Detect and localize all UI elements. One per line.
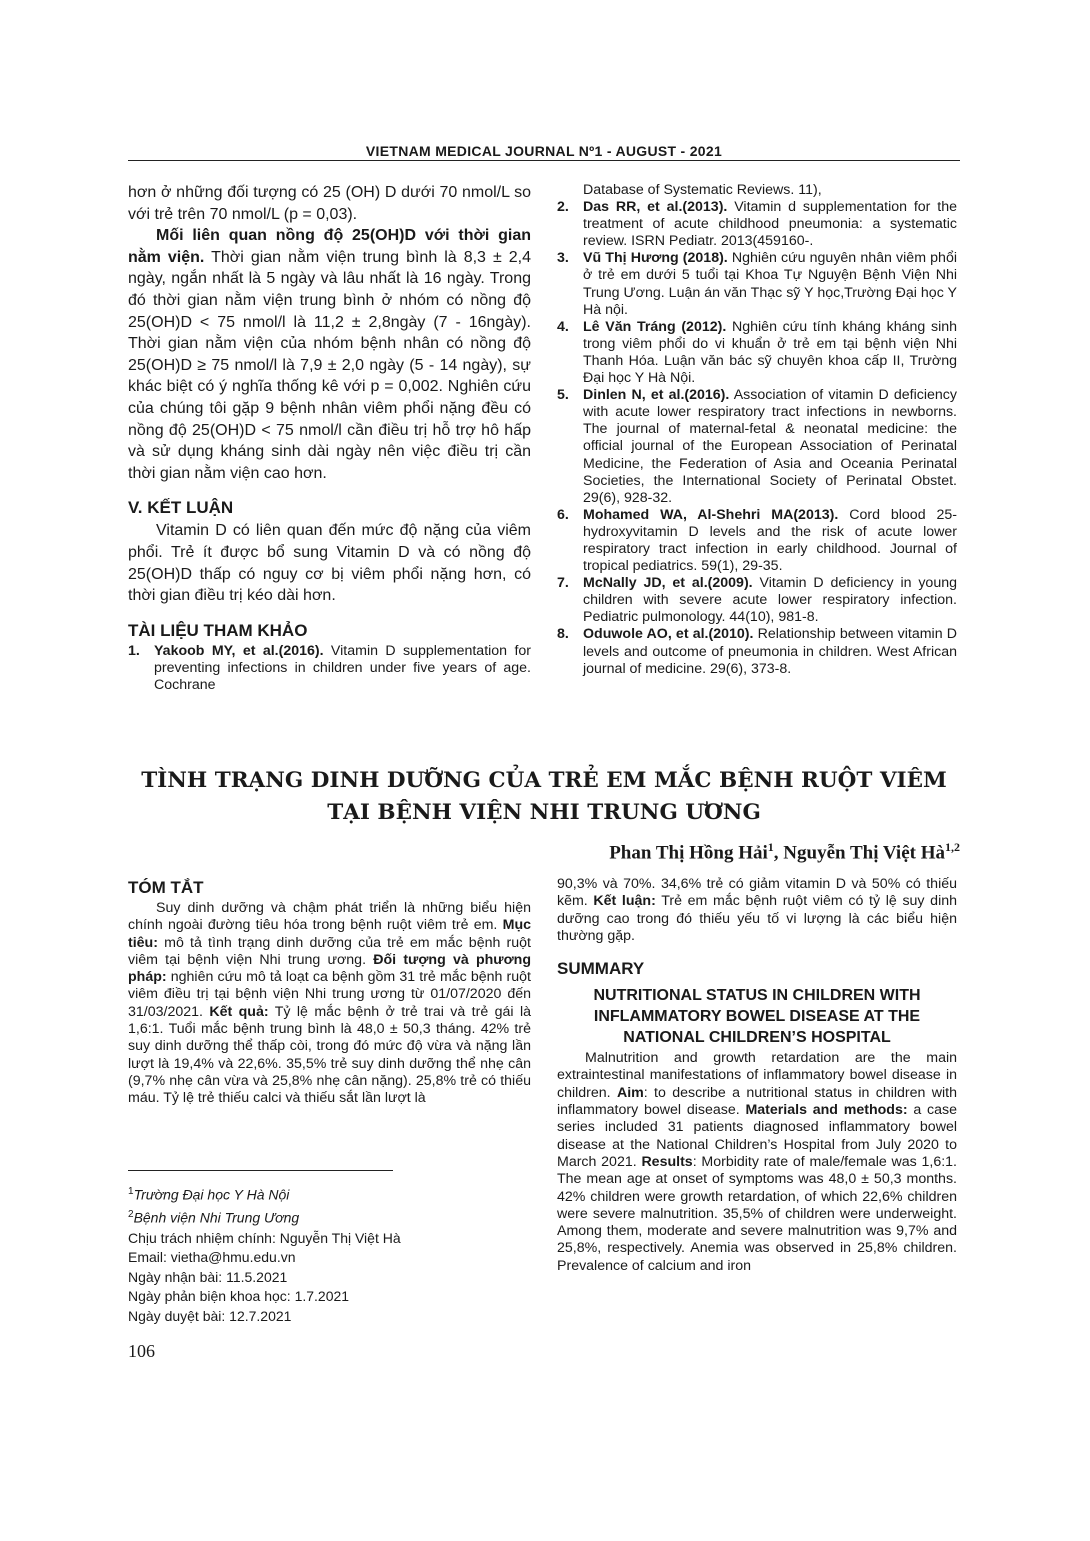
section-heading-conclusion: V. KẾT LUẬN (128, 498, 234, 518)
abstract-sentence: Tỷ lệ mắc bệnh ở trẻ trai và trẻ gái là 1,6:1. Tuổi mắc bệnh trung bình là 48,0 ± 50,3 tháng. 42% trẻ suy dinh dưỡng thể thấp còi, trong đó mức độ vừa và nặng lần lượt là 19,4% và 22,6%. 35,5% trẻ suy dinh dưỡng thể nhẹ cân (9,7% nhẹ cân vừa và 25,8% nhẹ cân nặng). 25,8% trẻ có thiếu máu. Tỷ lệ trẻ thiếu calci và thiếu sắt lần lượt là (128, 1003, 532, 1107)
summary-label: Materials and methods: (745, 1102, 908, 1119)
summary-sentence: Malnutrition and growth retardation are the main extraintestinal manifestations of inflammatory bowel disease in children. (557, 1050, 957, 1101)
abstract-sentence: nghiên cứu mô tả loạt ca bệnh gồm 31 trẻ mắc bệnh ruột viêm điều trị tại bệnh viện Nhi trung ương từ 01/07/2020 đến 31/03/2021. (128, 969, 531, 1020)
footnote-received: Ngày nhận bài: 11.5.2021 (128, 1268, 288, 1285)
reference-item (128, 643, 531, 694)
abstract-label: Đối tượng và phương pháp: (128, 951, 531, 986)
footnote-text: Trường Đại học Y Hà Nội (133, 1186, 290, 1203)
reference-authors: Dinlen N, et al.(2016). (583, 387, 730, 404)
author-affiliation: 1,2 (945, 840, 960, 854)
author-separator: , (773, 842, 784, 864)
reference-authors: Vũ Thị Hương (2018). (583, 250, 728, 267)
paragraph-heading: Mối liên quan nồng độ 25(OH)D với thời gian nằm viện. (128, 227, 531, 266)
summary-label: Aim (616, 1084, 644, 1101)
reference-item (557, 507, 957, 575)
reference-number: 1. (128, 642, 140, 659)
reference-number: 4. (557, 318, 569, 335)
abstract-left (128, 878, 531, 1108)
summary-heading: SUMMARY (557, 959, 645, 979)
reference-authors: McNally JD, et al.(2009). (583, 575, 753, 592)
article-title-line-1: TÌNH TRẠNG DINH DƯỠNG CỦA TRẺ EM MẮC BỆNH RUỘT VIÊM (141, 768, 947, 793)
references-heading: TÀI LIỆU THAM KHẢO (128, 620, 308, 640)
reference-text: Cord blood 25-hydroxyvitamin D levels and the risk of acute lower respiratory tract infection in early childhood. Journal of tropical pediatrics. 59(1), 29-35. (583, 506, 957, 575)
abstract-sentence: Suy dinh dưỡng và chậm phát triển là những biểu hiện chính ngoài đường tiêu hóa trong bệnh ruột viêm trẻ em. (128, 900, 531, 934)
paragraph-hospital-stay (128, 225, 531, 484)
reference-item (557, 199, 957, 250)
reference-text: Nghiên cứu tính kháng kháng sinh trong viêm phổi do vi khuẩn ở trẻ em tại bệnh viện Nhi Thanh Hóa. Luận văn bác sỹ chuyên khoa cấp II, Trường Đại học Y Hà Nội. (583, 318, 958, 387)
footnote-text: Bệnh viện Nhi Trung Ương (133, 1209, 300, 1226)
summary-label: Results (641, 1153, 693, 1170)
summary-text (557, 1050, 957, 1275)
reference-text: Nghiên cứu nguyên nhân viêm phổi ở trẻ em dưới 5 tuổi tại Khoa Tự Nguyện Bệnh Viện Nhi Trung Ương. Luận án văn Thạc sỹ Y học,Trường Đại học Y Hà nội. (583, 250, 957, 318)
footnote-corresponding: Chịu trách nhiệm chính: Nguyễn Thị Việt Hà (128, 1229, 401, 1246)
reference-authors: Das RR, et al.(2013). (583, 199, 728, 216)
footnote-accepted: Ngày duyệt bài: 12.7.2021 (128, 1307, 292, 1324)
reference-item (557, 250, 957, 318)
abstract-label: Mục tiêu: (128, 917, 531, 951)
reference-number: 2. (557, 199, 569, 216)
header-rule (128, 160, 960, 161)
reference-authors: Yakoob MY, et al.(2016). (154, 642, 324, 659)
running-header: VIETNAM MEDICAL JOURNAL Nº1 - AUGUST - 2021 (365, 143, 723, 159)
reference-number: 7. (557, 575, 569, 592)
reference-continued: Database of Systematic Reviews. 11), (583, 182, 822, 198)
abstract-text-continued (557, 876, 957, 945)
footnote-affiliation-2 (128, 1205, 528, 1228)
reference-item (557, 319, 957, 387)
reference-text: Vitamin D supplementation for preventing infections in children under five years of age. Cochrane (154, 642, 532, 693)
author-affiliation: 1 (767, 840, 774, 854)
summary-sentence: a case series included 31 patients diagnosed inflammatory bowel disease at the National Children’s Hospital from July 2020 to March 2021. (557, 1102, 957, 1170)
paragraph-text: Thời gian nằm viện trung bình là 8,3 ± 2,4 ngày, ngắn nhất là 5 ngày và lâu nhất là 16 ngày. Trong đó thời gian nằm viện trung bình ở nhóm có nồng độ 25(OH)D < 75 nmol/l là 11,2 ± 2,8ngày (7 - 16ngày). Thời gian nằm viện của nhóm bệnh nhân có nồng độ 25(OH)D ≥ 75 nmol/l là 7,9 ± 2,0 ngày (5 - 14 ngày), sự khác biệt có ý nghĩa thống kê với p = 0,002. Nghiên cứu của chúng tôi gặp 9 bệnh nhân viêm phổi nặng đều có nồng độ 25(OH)D < 75 nmol/l cần điều trị hỗ trợ hô hấp và sử dụng kháng sinh dài ngày nên việc điều trị cần thời gian nằm viện cao hơn. (128, 248, 531, 482)
author-name: Nguyễn Thị Việt Hà (783, 842, 945, 864)
footnote-marker: 2 (128, 1209, 134, 1221)
summary-sentence: : to describe a nutritional status in children with inflammatory bowel disease. (557, 1084, 957, 1119)
summary-sentence: : Morbidity rate of male/female was 1,6:1. The mean age at onset of symptoms was 48,0 ± 50,3 months. 42% children were growth retardation, of which 22,6% children were severe malnutrition. 35,5% of children were underweight. Among them, moderate and severe malnutrition was 9,7% and 25,8%, respectively. Anemia was observed in 25,8% children. Prevalence of calcium and iron (557, 1153, 957, 1274)
reference-text: Relationship between vitamin D levels and outcome of pneumonia in children. West African journal of medicine. 29(6), 373-8. (583, 626, 958, 677)
left-column-top (128, 182, 531, 694)
abstract-heading: TÓM TẮT (128, 878, 204, 897)
reference-text: Association of vitamin D deficiency with acute lower respiratory tract infections in newborns. The journal of maternal-fetal & neonatal medicine: the official journal of the European Association of Perinatal Medicine, the Federation of Asia and Oceania Perinatal Societies, the International Society of Perinatal Obstet. 29(6), 928-32. (583, 387, 957, 506)
paragraph-continued: hơn ở những đối tượng có 25 (OH) D dưới 70 nmol/L so với trẻ trên 70 nmol/L (p = 0,03). (128, 184, 531, 223)
reference-item (557, 575, 957, 626)
reference-number: 8. (557, 626, 569, 643)
abstract-sentence: 90,3% và 70%. 34,6% trẻ có giảm vitamin D và 50% có thiếu kẽm. (557, 876, 957, 910)
reference-item (557, 387, 957, 507)
summary-english-title: NUTRITIONAL STATUS IN CHILDREN WITH INFLAMMATORY BOWEL DISEASE AT THE NATIONAL CHILDREN’S HOSPITAL (593, 987, 921, 1047)
abstract-right (557, 876, 957, 1275)
footnotes (128, 1182, 528, 1326)
reference-number: 3. (557, 250, 569, 267)
footnote-rule (128, 1170, 393, 1171)
footnote-reviewed: Ngày phản biện khoa học: 1.7.2021 (128, 1288, 350, 1305)
reference-authors: Oduwole AO, et al.(2010). (583, 626, 754, 643)
reference-authors: Mohamed WA, Al-Shehri MA(2013). (583, 506, 839, 523)
reference-text: Vitamin D deficiency in young children with severe acute lower respiratory infection. Pediatric pulmonology. 44(10), 981-8. (583, 575, 957, 626)
abstract-text (128, 900, 531, 1108)
page-number: 106 (128, 1341, 155, 1361)
authors (609, 840, 960, 864)
article-title-line-2: TẠI BỆNH VIỆN NHI TRUNG ƯƠNG (327, 800, 761, 825)
reference-text: Vitamin d supplementation for the treatment of acute childhood pneumonia: a systematic review. ISRN Pediatr. 2013(459160-. (583, 199, 957, 250)
footnote-email: Email: vietha@hmu.edu.vn (128, 1249, 296, 1266)
reference-list (557, 199, 957, 678)
conclusion-text: Vitamin D có liên quan đến mức độ nặng của viêm phổi. Trẻ ít được bổ sung Vitamin D và có nồng độ 25(OH)D thấp có nguy cơ bị viêm phổi nặng hơn, có thời gian điều trị kéo dài hơn. (128, 522, 531, 605)
author-name: Phan Thị Hồng Hải (609, 842, 768, 864)
reference-number: 5. (557, 387, 569, 404)
abstract-label: Kết quả: (209, 1003, 269, 1020)
abstract-sentence: Trẻ em mắc bệnh ruột viêm có tỷ lệ suy dinh dưỡng cao trong đó thiếu yếu tố vi lượng là các biểu hiện thường gặp. (557, 893, 958, 944)
abstract-label: Kết luận: (593, 893, 656, 910)
right-column-references (557, 182, 957, 678)
abstract-sentence: mô tả tình trạng dinh dưỡng của trẻ em mắc bệnh ruột viêm tại bệnh viện Nhi trung ương. (128, 934, 531, 968)
footnote-affiliation-1 (128, 1182, 528, 1205)
reference-number: 6. (557, 506, 569, 523)
reference-authors: Lê Văn Tráng (2012). (583, 318, 727, 335)
reference-item (557, 626, 957, 677)
footnote-marker: 1 (128, 1186, 134, 1197)
